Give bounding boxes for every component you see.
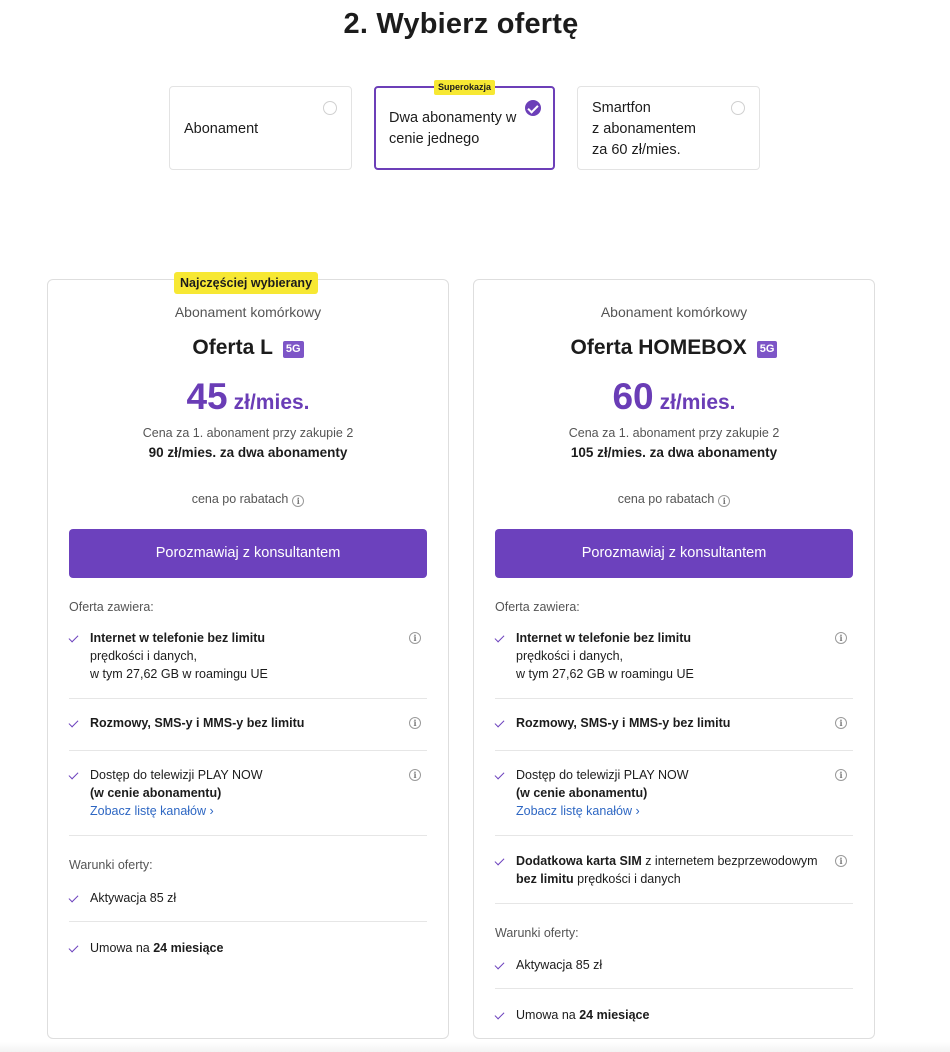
feature-bold: (w cenie abonamentu)	[516, 786, 648, 800]
channel-list-link[interactable]: Zobacz listę kanałów ›	[90, 804, 214, 818]
info-icon[interactable]: i	[409, 632, 421, 644]
chevron-right-icon[interactable]: ›	[209, 804, 214, 818]
divider	[495, 835, 853, 836]
offer-name-row	[474, 336, 874, 360]
divider	[495, 750, 853, 751]
feature-line: prędkości i danych,	[516, 649, 624, 663]
feature-bold: bez limitu	[516, 872, 574, 886]
feature-line: prędkości i danych,	[90, 649, 198, 663]
info-icon[interactable]: i	[718, 495, 730, 507]
channel-list-link[interactable]: Zobacz listę kanałów ›	[516, 804, 640, 818]
offer-contains-heading: Oferta zawiera:	[495, 600, 580, 614]
5g-badge-icon: 5G	[757, 341, 778, 358]
check-icon	[69, 770, 79, 780]
price-unit: zł/mies.	[233, 391, 310, 414]
term-activation	[69, 890, 427, 910]
page-bottom-edge	[0, 1042, 950, 1052]
check-icon	[69, 893, 79, 903]
info-icon[interactable]: i	[835, 769, 847, 781]
checkmark-icon[interactable]	[525, 100, 541, 116]
divider	[69, 835, 427, 836]
price-note: Cena za 1. abonament przy zakupie 2	[568, 426, 780, 440]
option-label: Smartfon z abonamentem za 60 zł/mies.	[592, 100, 696, 158]
check-icon	[495, 718, 505, 728]
5g-badge-icon: 5G	[283, 341, 304, 358]
check-icon	[495, 856, 505, 866]
feature-calls	[69, 715, 427, 735]
price-value: 60	[612, 376, 654, 417]
feature-title: Rozmowy, SMS-y i MMS-y bez limitu	[90, 716, 305, 730]
page-title: 2. Wybierz ofertę	[343, 8, 579, 40]
price	[48, 376, 448, 418]
terms-heading: Warunki oferty:	[69, 858, 153, 872]
consultant-button[interactable]: Porozmawiaj z konsultantem	[69, 529, 427, 578]
term-text: Umowa na	[516, 1008, 580, 1022]
feature-text: Dostęp do telewizji PLAY NOW	[516, 768, 689, 782]
term-contract	[495, 1007, 853, 1027]
price-total: 105 zł/mies. za dwa abonamenty	[570, 445, 778, 460]
feature-title: Internet w telefonie bez limitu	[90, 631, 266, 645]
offer-name-row	[48, 336, 448, 360]
term-bold: 24 miesiące	[153, 941, 224, 955]
terms-heading: Warunki oferty:	[495, 926, 579, 940]
info-icon[interactable]: i	[835, 855, 847, 867]
price-total: 90 zł/mies. za dwa abonamenty	[148, 445, 348, 460]
info-icon[interactable]: i	[835, 632, 847, 644]
consultant-button[interactable]: Porozmawiaj z konsultantem	[495, 529, 853, 578]
divider	[69, 698, 427, 699]
feature-text: z internetem bezprzewodowym	[641, 854, 818, 868]
check-icon	[495, 633, 505, 643]
divider	[495, 903, 853, 904]
radio-icon[interactable]	[323, 101, 337, 115]
option-smartfon[interactable]	[577, 86, 760, 170]
feature-tv	[495, 767, 853, 821]
option-dwa-abonamenty[interactable]	[374, 82, 555, 170]
option-label: Dwa abonamenty w cenie jednego	[389, 110, 517, 147]
discount-label: cena po rabatach	[191, 492, 289, 506]
price-note: Cena za 1. abonament przy zakupie 2	[142, 426, 354, 440]
term-text: Aktywacja 85 zł	[516, 958, 603, 972]
offer-type: Abonament komórkowy	[600, 304, 748, 320]
divider	[69, 921, 427, 922]
offer-name: Oferta HOMEBOX	[570, 336, 747, 359]
term-contract	[69, 940, 427, 960]
info-icon[interactable]: i	[835, 717, 847, 729]
feature-line: w tym 27,62 GB w roamingu UE	[516, 667, 694, 681]
term-bold: 24 miesiące	[579, 1008, 650, 1022]
check-icon	[69, 943, 79, 953]
offer-contains-heading: Oferta zawiera:	[69, 600, 154, 614]
feature-title: Internet w telefonie bez limitu	[516, 631, 692, 645]
divider	[495, 698, 853, 699]
feature-text: Dostęp do telewizji PLAY NOW	[90, 768, 263, 782]
check-icon	[69, 633, 79, 643]
feature-bold: (w cenie abonamentu)	[90, 786, 222, 800]
discount-note	[48, 492, 448, 507]
feature-line: w tym 27,62 GB w roamingu UE	[90, 667, 268, 681]
discount-label: cena po rabatach	[617, 492, 715, 506]
popular-badge: Najczęściej wybierany	[174, 272, 318, 294]
info-icon[interactable]: i	[409, 769, 421, 781]
radio-icon[interactable]	[731, 101, 745, 115]
feature-calls	[495, 715, 853, 735]
price-unit: zł/mies.	[659, 391, 736, 414]
feature-title: Rozmowy, SMS-y i MMS-y bez limitu	[516, 716, 731, 730]
term-text: Umowa na	[90, 941, 154, 955]
feature-tv	[69, 767, 427, 821]
check-icon	[69, 718, 79, 728]
offer-card-homebox	[473, 279, 875, 1039]
price	[474, 376, 874, 418]
offer-name: Oferta L	[192, 336, 273, 359]
info-icon[interactable]: i	[292, 495, 304, 507]
info-icon[interactable]: i	[409, 717, 421, 729]
term-activation	[495, 957, 853, 977]
option-label: Abonament	[184, 121, 259, 137]
offer-card-l	[47, 276, 449, 1039]
term-text: Aktywacja 85 zł	[90, 891, 177, 905]
divider	[495, 988, 853, 989]
check-icon	[495, 770, 505, 780]
feature-internet	[495, 630, 853, 684]
check-icon	[495, 960, 505, 970]
feature-text: prędkości i danych	[573, 872, 681, 886]
check-icon	[495, 1010, 505, 1020]
superokazja-badge: Superokazja	[434, 80, 495, 95]
feature-internet	[69, 630, 427, 684]
feature-sim	[495, 853, 853, 889]
price-value: 45	[186, 376, 228, 417]
feature-bold: Dodatkowa karta SIM	[516, 854, 642, 868]
discount-note	[474, 492, 874, 507]
divider	[69, 750, 427, 751]
chevron-right-icon[interactable]: ›	[635, 804, 640, 818]
option-abonament[interactable]	[169, 86, 352, 170]
offer-type: Abonament komórkowy	[174, 304, 322, 320]
